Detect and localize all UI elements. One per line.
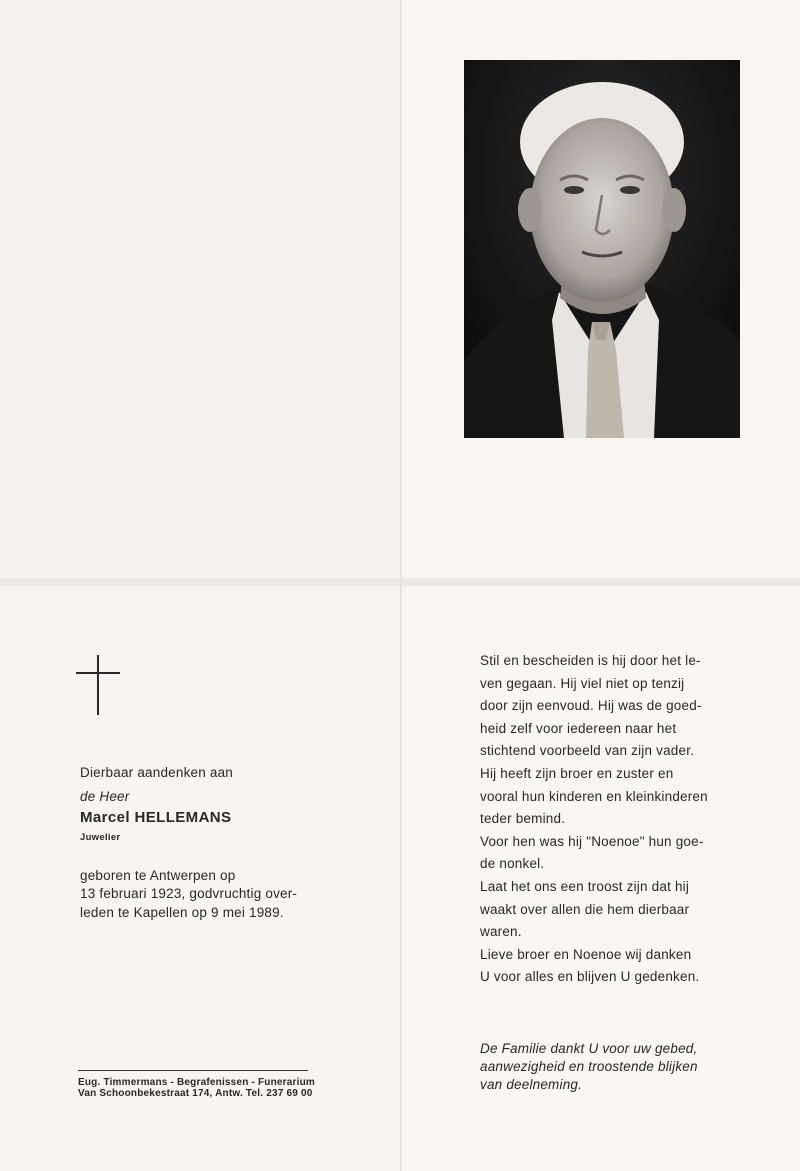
verse-line: vooral hun kinderen en kleinkinderen <box>480 788 708 804</box>
cross-icon-bar <box>76 672 120 674</box>
portrait-image <box>464 60 740 438</box>
last-name: HELLEMANS <box>134 809 232 826</box>
thanks-line: van deelneming. <box>480 1077 583 1092</box>
cross-icon <box>97 655 99 715</box>
funeral-home-line: Eug. Timmermans - Begrafenissen - Funerarium <box>78 1077 316 1088</box>
verse-line: ven gegaan. Hij viel niet op tenzij <box>480 675 685 691</box>
verse-line: waren. <box>480 924 522 940</box>
thanks-line: aanwezigheid en troostende blijken <box>480 1059 698 1074</box>
verse-line: door zijn eenvoud. Hij was de goed- <box>480 698 702 714</box>
verse-line: Hij heeft zijn broer en zuster en <box>480 765 674 781</box>
divider-rule <box>78 1070 308 1071</box>
bio-line: 13 februari 1923, godvruchtig over- <box>80 886 298 901</box>
bio-line: leden te Kapellen op 9 mei 1989. <box>80 905 284 920</box>
blank-inner-panel <box>0 0 400 578</box>
verse-line: Voor hen was hij "Noenoe" hun goe- <box>480 833 704 849</box>
funeral-home-address: Van Schoonbekestraat 174, Antw. Tel. 237 69 00 <box>78 1088 313 1099</box>
title-prefix: de Heer <box>80 789 130 804</box>
profession: Juwelier <box>80 832 121 843</box>
verse-line: Lieve broer en Noenoe wij danken <box>480 946 692 962</box>
memorial-verse <box>480 650 733 989</box>
portrait-photo <box>464 60 740 438</box>
verse-line: heid zelf voor iedereen naar het <box>480 720 677 736</box>
verse-line: Stil en bescheiden is hij door het le- <box>480 653 701 668</box>
family-thanks <box>480 1040 698 1094</box>
verse-line: stichtend voorbeeld van zijn vader. <box>480 743 695 759</box>
verse-line: U voor alles en blijven U gedenken. <box>480 969 700 985</box>
deceased-name <box>80 810 231 826</box>
remembrance-line: Dierbaar aandenken aan <box>80 765 234 780</box>
verse-line: Laat het ons een troost zijn dat hij <box>480 878 690 894</box>
verse-line: de nonkel. <box>480 856 545 872</box>
vertical-fold <box>400 0 402 1171</box>
thanks-line: De Familie dankt U voor uw gebed, <box>480 1041 698 1056</box>
bio-line: geboren te Antwerpen op <box>80 868 236 883</box>
verse-line: waakt over allen die hem dierbaar <box>480 901 690 917</box>
verse-line: teder bemind. <box>480 811 566 827</box>
first-name: Marcel <box>80 809 130 826</box>
